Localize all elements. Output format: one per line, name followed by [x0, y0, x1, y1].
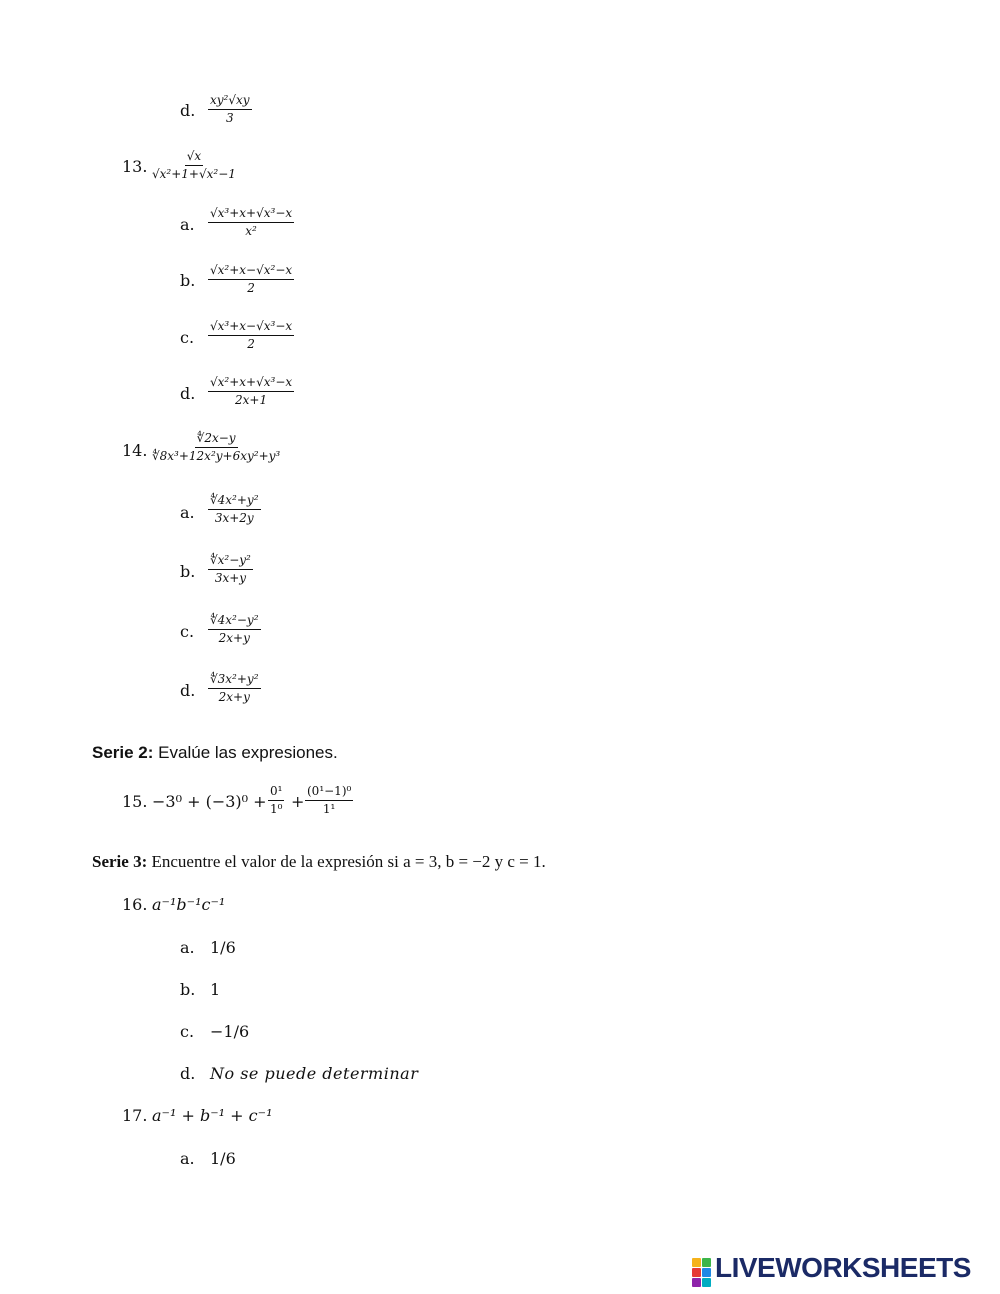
q16-expression: a⁻¹b⁻¹c⁻¹	[152, 895, 226, 914]
option-letter: c.	[180, 622, 195, 641]
option-letter: a.	[180, 1149, 195, 1168]
option-letter: d.	[180, 1064, 196, 1083]
q16-option-c[interactable]: −1/6	[210, 1022, 250, 1041]
serie-2-heading	[92, 743, 338, 763]
q13-option-d[interactable]	[208, 376, 294, 407]
fraction-denominator: √x²+1+√x²−1	[152, 167, 236, 181]
question-number: 17.	[122, 1106, 148, 1125]
option-letter: c.	[180, 1022, 195, 1041]
serie-3-heading	[92, 852, 546, 872]
q14-option-d[interactable]	[208, 673, 261, 704]
question-number: 16.	[122, 895, 148, 914]
fraction-numerator: √x³+x+√x³−x	[208, 207, 294, 223]
q14-fraction	[150, 432, 282, 463]
serie-3-text: Encuentre el valor de la expresión si a = 3, b = −2 y c = 1.	[151, 852, 546, 871]
option-letter: c.	[180, 328, 195, 347]
plus-sign: +	[291, 792, 305, 811]
q16-option-d[interactable]: No se puede determinar	[210, 1064, 419, 1083]
serie-2-text: Evalúe las expresiones.	[158, 743, 338, 762]
option-letter: a.	[180, 503, 195, 522]
q15-fraction-2	[305, 785, 353, 816]
option-letter: a.	[180, 215, 195, 234]
fraction-denominator: 2x+y	[218, 690, 250, 704]
serie-3-label: Serie 3:	[92, 852, 148, 871]
option-letter: d.	[180, 101, 196, 120]
option-letter: b.	[180, 980, 196, 999]
q13-option-a[interactable]	[208, 207, 294, 238]
fraction-numerator: √x³+x−√x³−x	[208, 320, 294, 336]
q17-expression: a⁻¹ + b⁻¹ + c⁻¹	[152, 1106, 273, 1125]
fraction-denominator: 1⁰	[270, 802, 283, 816]
q14-option-b[interactable]	[208, 554, 253, 585]
serie-2-label: Serie 2:	[92, 743, 154, 762]
fraction-numerator: √x²+x−√x²−x	[208, 264, 294, 280]
fraction-numerator: ∜2x−y	[195, 432, 238, 448]
logo-text: LIVEWORKSHEETS	[715, 1252, 971, 1283]
option-letter: a.	[180, 938, 195, 957]
fraction-numerator: ∜3x²+y²	[208, 673, 261, 689]
liveworksheets-logo	[692, 1252, 971, 1287]
q14-option-a[interactable]	[208, 494, 261, 525]
fraction-denominator: 3	[225, 111, 234, 125]
fraction-denominator: 2x+y	[218, 631, 250, 645]
q15-expression-start: −3⁰ + (−3)⁰ +	[152, 792, 267, 811]
fraction-denominator: ∜8x³+12x²y+6xy²+y³	[152, 449, 281, 463]
fraction-denominator: 3x+2y	[214, 511, 254, 525]
q16-option-b[interactable]: 1	[210, 980, 221, 999]
fraction-denominator: 2	[247, 337, 255, 351]
fraction-denominator: x²	[245, 224, 257, 238]
question-number: 13.	[122, 157, 148, 176]
fraction-numerator: ∜4x²+y²	[208, 494, 261, 510]
q13-option-b[interactable]	[208, 264, 294, 295]
option-letter: d.	[180, 384, 196, 403]
q12-option-d-fraction	[208, 94, 252, 125]
fraction-denominator: 2x+1	[235, 393, 268, 407]
q17-option-a[interactable]: 1/6	[210, 1149, 236, 1168]
fraction-denominator: 2	[247, 281, 255, 295]
fraction-numerator: √x	[185, 150, 203, 166]
question-number: 14.	[122, 441, 148, 460]
fraction-numerator: ∜4x²−y²	[208, 614, 261, 630]
q14-option-c[interactable]	[208, 614, 261, 645]
fraction-numerator: 0¹	[268, 785, 284, 801]
option-letter: b.	[180, 271, 196, 290]
option-letter: b.	[180, 562, 196, 581]
fraction-numerator: xy²√xy	[208, 94, 252, 110]
q13-fraction	[150, 150, 238, 181]
fraction-numerator: (0¹−1)⁰	[305, 785, 353, 801]
fraction-numerator: √x²+x+√x³−x	[208, 376, 294, 392]
q15-fraction-1	[268, 785, 284, 816]
logo-mark-icon	[692, 1258, 711, 1287]
option-letter: d.	[180, 681, 196, 700]
fraction-denominator: 1¹	[322, 802, 336, 816]
q16-option-a[interactable]: 1/6	[210, 938, 236, 957]
q13-option-c[interactable]	[208, 320, 294, 351]
question-number: 15.	[122, 792, 148, 811]
fraction-numerator: ∜x²−y²	[208, 554, 253, 570]
fraction-denominator: 3x+y	[214, 571, 247, 585]
